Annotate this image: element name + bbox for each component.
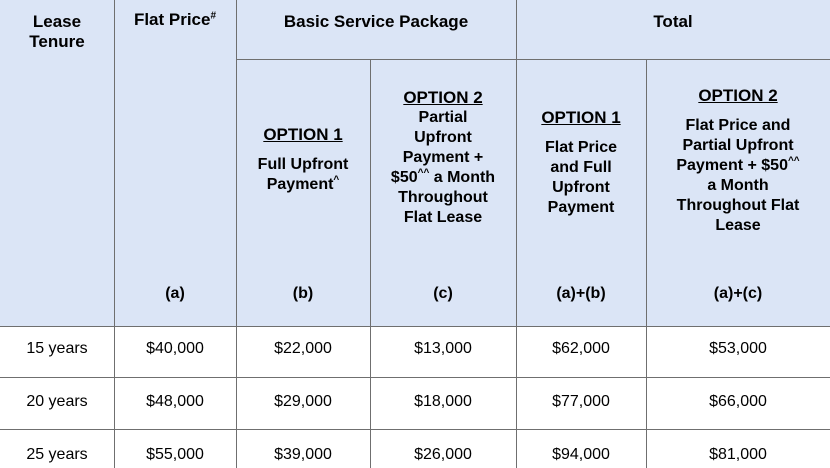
value-cell: $48,000	[146, 393, 204, 410]
value-cell: $53,000	[709, 340, 767, 357]
value-cell: $94,000	[552, 446, 610, 463]
option-header-c: OPTION 2 Partial Upfront Payment + $50^^ a Month Throughout Flat Lease	[390, 88, 496, 226]
header-total: Total	[653, 12, 693, 31]
header-basic-service-package: Basic Service Package	[283, 12, 469, 31]
tenure-cell: 20 years	[26, 393, 88, 410]
header-lease-tenure: Lease Tenure	[29, 12, 85, 51]
grid-line	[0, 429, 830, 430]
tenure-cell: 25 years	[26, 446, 88, 463]
formula-ac: (a)+(c)	[713, 285, 763, 302]
value-cell: $39,000	[274, 446, 332, 463]
value-cell: $55,000	[146, 446, 204, 463]
value-cell: $81,000	[709, 446, 767, 463]
formula-a: (a)	[165, 285, 185, 302]
header-flat-price: Flat Price#	[133, 10, 217, 29]
grid-line	[0, 377, 830, 378]
value-cell: $40,000	[146, 340, 204, 357]
formula-c: (c)	[433, 285, 453, 302]
option-header-b: OPTION 1 Full Upfront Payment^	[257, 125, 349, 193]
formula-b: (b)	[292, 285, 314, 302]
grid-line	[236, 59, 830, 60]
option-header-ac: OPTION 2 Flat Price and Partial Upfront Payment + $50^^ a Month Throughout Flat Lease	[676, 86, 800, 234]
tenure-cell: 15 years	[26, 340, 88, 357]
value-cell: $13,000	[414, 340, 472, 357]
option-header-ab: OPTION 1 Flat Price and Full Upfront Payment	[541, 108, 621, 216]
value-cell: $26,000	[414, 446, 472, 463]
value-cell: $77,000	[552, 393, 610, 410]
value-cell: $29,000	[274, 393, 332, 410]
grid-line	[0, 326, 830, 327]
value-cell: $66,000	[709, 393, 767, 410]
value-cell: $22,000	[274, 340, 332, 357]
value-cell: $62,000	[552, 340, 610, 357]
value-cell: $18,000	[414, 393, 472, 410]
formula-ab: (a)+(b)	[556, 285, 606, 302]
